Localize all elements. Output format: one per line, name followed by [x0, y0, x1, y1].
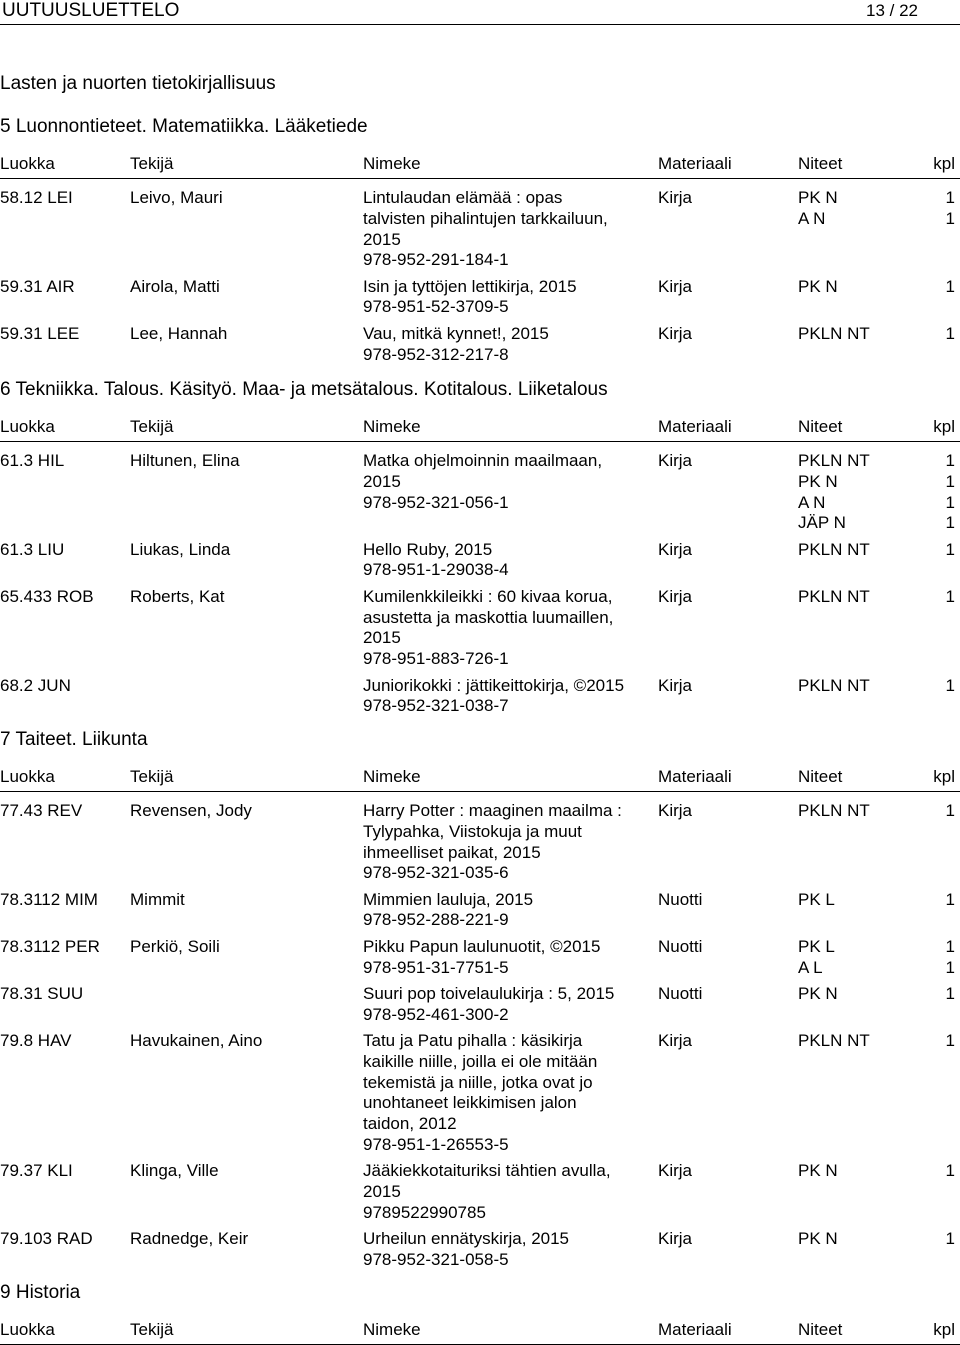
cell-line: Jääkiekkotaituriksi tähtien avulla,	[363, 1161, 611, 1181]
cell-luokka: 79.8 HAV	[0, 1031, 72, 1050]
cell-line: 1	[945, 323, 955, 343]
cell-tekija: Hiltunen, Elina	[130, 451, 240, 470]
cell-line: A N	[798, 208, 826, 228]
cell-line: 978-952-461-300-2	[363, 1004, 509, 1024]
cell-tekija: Liukas, Linda	[130, 539, 231, 559]
column-header-nimeke: Nimeke	[363, 417, 421, 436]
cell-nimeke	[363, 277, 653, 319]
cell-materiaali: Kirja	[658, 323, 693, 343]
cell-luokka: 59.31 LEE	[0, 323, 80, 343]
cell-line: PKLN NT	[798, 451, 870, 470]
cell-niteet	[798, 937, 835, 979]
cell-luokka: 68.2 JUN	[0, 675, 71, 695]
cell-kpl	[946, 540, 955, 561]
cell-niteet	[798, 540, 870, 561]
cell-line: Hello Ruby, 2015	[363, 539, 493, 559]
column-header-kpl: kpl	[933, 417, 955, 436]
cell-line: Harry Potter : maaginen maailma :	[363, 801, 622, 820]
cell-line: taidon, 2012	[363, 1114, 457, 1134]
cell-materiaali: Kirja	[658, 675, 693, 695]
cell-materiaali: Kirja	[658, 801, 693, 820]
cell-line: JÄP N	[798, 513, 846, 533]
cell-luokka: 77.43 REV	[0, 801, 83, 820]
cell-line: 1	[945, 1229, 955, 1249]
cell-luokka: 59.31 AIR	[0, 276, 75, 296]
cell-line: PK N	[798, 983, 838, 1003]
section-title: 6 Tekniikka. Talous. Käsityö. Maa- ja metsätalous. Kotitalous. Liiketalous	[0, 379, 608, 400]
cell-line: 2015	[363, 471, 401, 491]
cell-line: A N	[798, 492, 826, 512]
cell-line: 1	[945, 983, 955, 1003]
cell-line: PK N	[798, 1229, 838, 1249]
section-title: 5 Luonnontieteet. Matematiikka. Lääketiede	[0, 116, 368, 137]
cell-line: 978-951-52-3709-5	[363, 297, 509, 317]
cell-tekija: Havukainen, Aino	[130, 1031, 263, 1050]
column-header-niteet: Niteet	[798, 154, 843, 173]
cell-line: 1	[945, 1031, 955, 1050]
cell-tekija: Radnedge, Keir	[130, 1229, 249, 1249]
cell-line: PKLN NT	[798, 801, 870, 820]
cell-line: Mimmien lauluja, 2015	[363, 889, 534, 909]
cell-line: Matka ohjelmoinnin maailmaan,	[363, 451, 603, 470]
cell-line: PKLN NT	[798, 586, 870, 606]
cell-niteet	[798, 1229, 838, 1250]
cell-line: ihmeelliset paikat, 2015	[363, 842, 541, 862]
cell-niteet	[798, 984, 838, 1005]
column-header-rule	[0, 441, 960, 442]
cell-niteet	[798, 676, 870, 697]
column-header-luokka: Luokka	[0, 417, 55, 436]
cell-line: 1	[945, 188, 955, 207]
cell-line: asustetta ja maskottia luumaillen,	[363, 607, 614, 627]
document-title: UUTUUSLUETTELO	[2, 0, 180, 21]
cell-kpl	[946, 277, 955, 298]
cell-line: 2015	[363, 628, 401, 648]
cell-line: 1	[945, 492, 955, 512]
column-header-niteet: Niteet	[798, 767, 843, 786]
cell-materiaali: Nuotti	[658, 936, 703, 956]
cell-nimeke	[363, 1229, 653, 1271]
cell-tekija: Airola, Matti	[130, 276, 220, 296]
cell-line: Pikku Papun laulunuotit, ©2015	[363, 936, 601, 956]
cell-line: 1	[945, 957, 955, 977]
cell-line: 978-951-31-7751-5	[363, 957, 509, 977]
cell-niteet	[798, 1161, 838, 1182]
cell-luokka: 79.103 RAD	[0, 1229, 93, 1249]
cell-materiaali: Nuotti	[658, 889, 703, 909]
cell-luokka: 61.3 HIL	[0, 451, 65, 470]
cell-luokka: 79.37 KLI	[0, 1161, 73, 1181]
cell-line: Suuri pop toivelaulukirja : 5, 2015	[363, 983, 615, 1003]
cell-line: PK N	[798, 1161, 838, 1181]
column-header-materiaali: Materiaali	[658, 1320, 732, 1339]
column-header-kpl: kpl	[933, 1320, 955, 1339]
cell-line: 1	[945, 208, 955, 228]
cell-niteet	[798, 324, 870, 345]
cell-luokka: 65.433 ROB	[0, 586, 94, 606]
column-header-nimeke: Nimeke	[363, 1320, 421, 1339]
cell-line: 1	[945, 471, 955, 491]
column-header-tekija: Tekijä	[130, 417, 174, 436]
cell-luokka: 61.3 LIU	[0, 539, 65, 559]
cell-line: 1	[945, 513, 955, 533]
cell-line: 2015	[363, 229, 401, 249]
cell-materiaali: Kirja	[658, 586, 693, 606]
cell-kpl	[946, 324, 955, 345]
cell-line: 978-951-883-726-1	[363, 649, 509, 669]
cell-materiaali: Nuotti	[658, 983, 703, 1003]
column-header-rule	[0, 791, 960, 792]
page-number: 13 / 22	[866, 1, 918, 20]
cell-nimeke	[363, 1031, 653, 1156]
cell-line: Urheilun ennätyskirja, 2015	[363, 1229, 570, 1249]
cell-niteet	[798, 277, 838, 298]
cell-tekija: Revensen, Jody	[130, 801, 252, 820]
cell-line: PKLN NT	[798, 323, 870, 343]
cell-nimeke	[363, 1161, 653, 1223]
cell-line: 1	[945, 889, 955, 909]
column-header-nimeke: Nimeke	[363, 767, 421, 786]
section-title: 7 Taiteet. Liikunta	[0, 729, 148, 750]
cell-tekija: Roberts, Kat	[130, 586, 225, 606]
cell-nimeke	[363, 801, 653, 884]
cell-kpl	[946, 801, 955, 822]
cell-line: Isin ja tyttöjen lettikirja, 2015	[363, 276, 577, 296]
cell-line: 978-952-321-056-1	[363, 492, 509, 512]
cell-nimeke	[363, 451, 653, 513]
cell-kpl	[946, 676, 955, 697]
cell-nimeke	[363, 188, 653, 271]
cell-line: 9789522990785	[363, 1202, 486, 1222]
cell-line: 1	[945, 451, 955, 470]
cell-niteet	[798, 188, 838, 230]
cell-line: 1	[945, 1161, 955, 1181]
cell-tekija: Lee, Hannah	[130, 323, 228, 343]
cell-line: 1	[945, 539, 955, 559]
cell-line: Tylypahka, Viistokuja ja muut	[363, 821, 582, 841]
cell-materiaali: Kirja	[658, 539, 693, 559]
cell-nimeke	[363, 324, 653, 366]
column-header-luokka: Luokka	[0, 154, 55, 173]
cell-luokka: 58.12 LEI	[0, 188, 73, 207]
column-header-materiaali: Materiaali	[658, 767, 732, 786]
column-header-materiaali: Materiaali	[658, 417, 732, 436]
cell-line: 978-951-1-26553-5	[363, 1134, 509, 1154]
cell-line: 978-951-1-29038-4	[363, 560, 509, 580]
column-header-niteet: Niteet	[798, 1320, 843, 1339]
cell-line: 978-952-321-058-5	[363, 1249, 509, 1269]
cell-line: PK L	[798, 889, 835, 909]
cell-line: PKLN NT	[798, 1031, 870, 1050]
header-rule	[0, 24, 960, 25]
column-header-niteet: Niteet	[798, 417, 843, 436]
cell-line: Juniorikokki : jättikeittokirja, ©2015	[363, 675, 625, 695]
cell-kpl	[946, 937, 955, 979]
cell-line: PK N	[798, 188, 838, 207]
cell-line: tekemistä ja niille, jotka ovat jo	[363, 1072, 593, 1092]
cell-line: 978-952-288-221-9	[363, 910, 509, 930]
cell-materiaali: Kirja	[658, 276, 693, 296]
cell-tekija: Perkiö, Soili	[130, 936, 220, 956]
cell-tekija: Klinga, Ville	[130, 1161, 219, 1181]
cell-tekija: Mimmit	[130, 889, 185, 909]
cell-line: 978-952-321-038-7	[363, 696, 509, 716]
column-header-luokka: Luokka	[0, 767, 55, 786]
cell-line: talvisten pihalintujen tarkkailuun,	[363, 208, 608, 228]
page-header	[0, 0, 960, 24]
section-title: 9 Historia	[0, 1282, 81, 1303]
cell-line: 1	[945, 936, 955, 956]
cell-line: 978-952-312-217-8	[363, 344, 509, 364]
column-header-kpl: kpl	[933, 767, 955, 786]
cell-line: unohtaneet leikkimisen jalon	[363, 1093, 577, 1113]
column-header-nimeke: Nimeke	[363, 154, 421, 173]
cell-line: Lintulaudan elämää : opas	[363, 188, 563, 207]
cell-line: PK L	[798, 936, 835, 956]
cell-nimeke	[363, 587, 653, 670]
cell-niteet	[798, 451, 870, 534]
cell-line: Kumilenkkileikki : 60 kivaa korua,	[363, 586, 613, 606]
cell-luokka: 78.31 SUU	[0, 983, 84, 1003]
cell-line: 1	[945, 801, 955, 820]
cell-line: A L	[798, 957, 823, 977]
cell-tekija: Leivo, Mauri	[130, 188, 223, 207]
cell-line: 978-952-321-035-6	[363, 863, 509, 883]
column-header-tekija: Tekijä	[130, 767, 174, 786]
cell-kpl	[946, 1161, 955, 1182]
cell-luokka: 78.3112 MIM	[0, 889, 98, 909]
cell-materiaali: Kirja	[658, 188, 693, 207]
cell-niteet	[798, 587, 870, 608]
cell-kpl	[946, 890, 955, 911]
cell-line: Vau, mitkä kynnet!, 2015	[363, 323, 549, 343]
cell-niteet	[798, 890, 835, 911]
cell-nimeke	[363, 984, 653, 1026]
cell-line: 978-952-291-184-1	[363, 250, 509, 270]
column-header-rule	[0, 178, 960, 179]
cell-line: PK N	[798, 276, 838, 296]
cell-kpl	[946, 587, 955, 608]
cell-kpl	[946, 188, 955, 230]
column-header-tekija: Tekijä	[130, 1320, 174, 1339]
cell-line: PK N	[798, 471, 838, 491]
cell-line: kaikille niille, joilla ei ole mitään	[363, 1051, 598, 1071]
cell-materiaali: Kirja	[658, 1161, 693, 1181]
cell-nimeke	[363, 890, 653, 932]
column-header-luokka: Luokka	[0, 1320, 55, 1339]
cell-nimeke	[363, 937, 653, 979]
cell-materiaali: Kirja	[658, 1031, 693, 1050]
cell-kpl	[946, 984, 955, 1005]
main-heading: Lasten ja nuorten tietokirjallisuus	[0, 73, 276, 94]
column-header-materiaali: Materiaali	[658, 154, 732, 173]
cell-line: PKLN NT	[798, 539, 870, 559]
cell-nimeke	[363, 676, 653, 718]
cell-luokka: 78.3112 PER	[0, 936, 100, 956]
cell-line: 1	[945, 586, 955, 606]
cell-nimeke	[363, 540, 653, 582]
cell-kpl	[946, 1229, 955, 1250]
column-header-kpl: kpl	[933, 154, 955, 173]
cell-kpl	[946, 451, 955, 534]
cell-line: Tatu ja Patu pihalla : käsikirja	[363, 1031, 583, 1050]
cell-line: 1	[945, 276, 955, 296]
cell-materiaali: Kirja	[658, 451, 693, 470]
cell-niteet	[798, 801, 870, 822]
cell-niteet	[798, 1031, 870, 1052]
cell-line: 2015	[363, 1182, 401, 1202]
cell-kpl	[946, 1031, 955, 1052]
column-header-tekija: Tekijä	[130, 154, 174, 173]
cell-line: 1	[945, 675, 955, 695]
cell-materiaali: Kirja	[658, 1229, 693, 1249]
cell-line: PKLN NT	[798, 675, 870, 695]
